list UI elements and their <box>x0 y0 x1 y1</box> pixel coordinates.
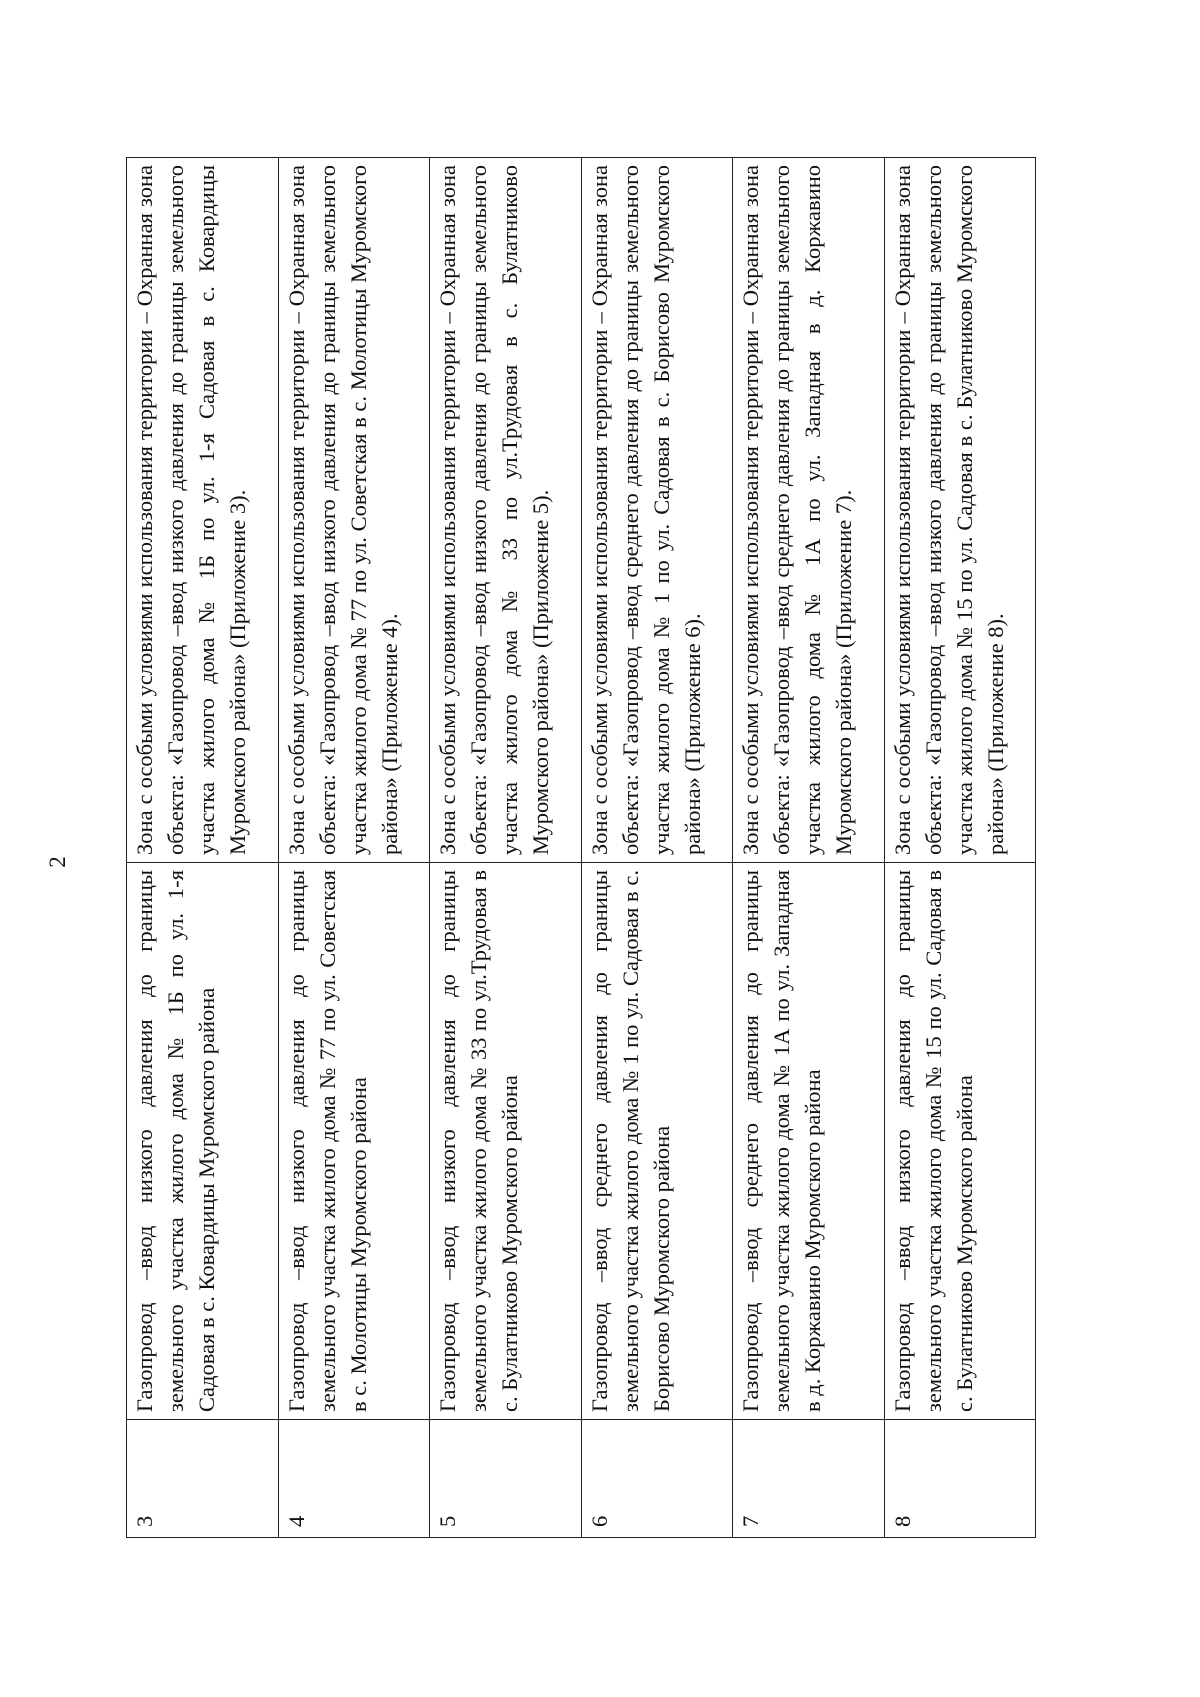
object-description: Газопровод –ввод низкого давления до границы земельного участка жилого дома № 1Б по ул. 1-я Садовая в с. Ковардицы Муромского района <box>127 863 279 1420</box>
object-description: Газопровод –ввод низкого давления до границы земельного участка жилого дома № 33 по ул.Трудовая в с. Булатниково Муромского района <box>430 863 582 1420</box>
table-row <box>430 158 582 1538</box>
zone-description: Зона с особыми условиями использования территории – Охранная зона объекта: «Газопровод –ввод низкого давления до границы земельного участка жилого дома № 1Б по ул. 1-я Садовая в с. Ковардицы Муромского района» (Приложение 3). <box>127 158 279 863</box>
zone-description: Зона с особыми условиями использования территории – Охранная зона объекта: «Газопровод –ввод среднего давления до границы земельного участка жилого дома № 1А по ул. Западная в д. Коржавино Муромского района» (Приложение 7). <box>733 158 885 863</box>
zone-description: Зона с особыми условиями использования территории – Охранная зона объекта: «Газопровод –ввод низкого давления до границы земельного участка жилого дома № 77 по ул. Советская в с. Молотицы Муромского района» (Приложение 4). <box>278 158 430 863</box>
object-description: Газопровод –ввод среднего давления до границы земельного участка жилого дома № 1 по ул. Садовая в с. Борисово Муромского района <box>581 863 733 1420</box>
zone-description: Зона с особыми условиями использования территории – Охранная зона объекта: «Газопровод –ввод среднего давления до границы земельного участка жилого дома № 1 по ул. Садовая в с. Борисово Муромского района» (Приложение 6). <box>581 158 733 863</box>
table-row <box>127 158 279 1538</box>
object-description: Газопровод –ввод среднего давления до границы земельного участка жилого дома № 1А по ул. Западная в д. Коржавино Муромского района <box>733 863 885 1420</box>
objects-table-rotated <box>126 158 1036 1538</box>
page-number: 2 <box>45 856 70 868</box>
zone-description: Зона с особыми условиями использования территории – Охранная зона объекта: «Газопровод –ввод низкого давления до границы земельного участка жилого дома № 33 по ул.Трудовая в с. Булатниково Муромского района» (Приложение 5). <box>430 158 582 863</box>
objects-table <box>126 157 1036 1538</box>
row-number: 4 <box>278 1420 430 1538</box>
table-row <box>581 158 733 1538</box>
row-number: 8 <box>884 1420 1036 1538</box>
object-description: Газопровод –ввод низкого давления до границы земельного участка жилого дома № 77 по ул. Советская в с. Молотицы Муромского района <box>278 863 430 1420</box>
table-row <box>278 158 430 1538</box>
row-number: 6 <box>581 1420 733 1538</box>
zone-description: Зона с особыми условиями использования территории – Охранная зона объекта: «Газопровод –ввод низкого давления до границы земельного участка жилого дома № 15 по ул. Садовая в с. Булатниково Муромского района» (Приложение 8). <box>884 158 1036 863</box>
table-row <box>884 158 1036 1538</box>
row-number: 7 <box>733 1420 885 1538</box>
row-number: 5 <box>430 1420 582 1538</box>
table-row <box>733 158 885 1538</box>
row-number: 3 <box>127 1420 279 1538</box>
object-description: Газопровод –ввод низкого давления до границы земельного участка жилого дома № 15 по ул. Садовая в с. Булатниково Муромского района <box>884 863 1036 1420</box>
